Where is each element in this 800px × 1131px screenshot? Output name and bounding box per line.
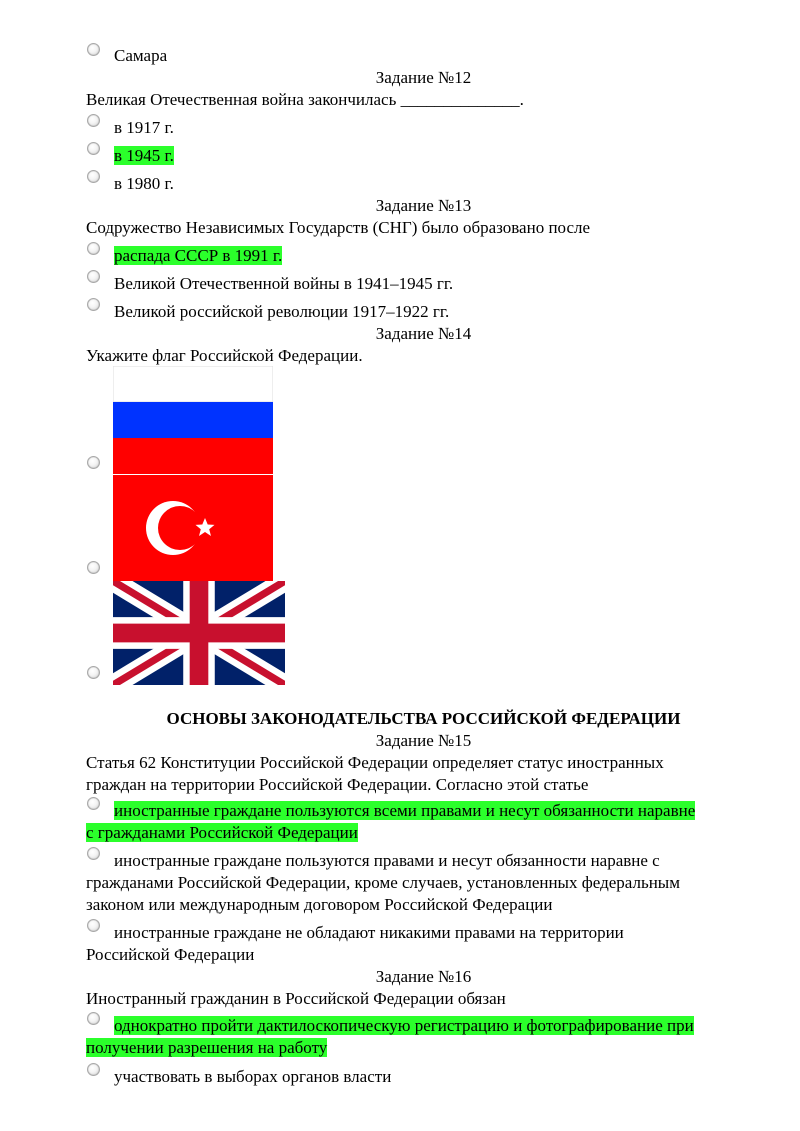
option-label: в 1917 г.: [114, 118, 174, 137]
radio-button[interactable]: [87, 270, 100, 283]
option-label: иностранные граждане не обладают никакими правами на территории: [114, 923, 624, 942]
option-label: Великой российской революции 1917–1922 гг.: [114, 302, 450, 321]
radio-button[interactable]: [87, 847, 100, 860]
option-label-highlighted: распада СССР в 1991 г.: [114, 246, 283, 265]
question-text: Укажите флаг Российской Федерации.: [86, 346, 363, 365]
radio-button[interactable]: [87, 298, 100, 311]
radio-button[interactable]: [87, 919, 100, 932]
radio-button[interactable]: [87, 242, 100, 255]
united-kingdom-flag-image: [113, 581, 285, 685]
turkey-flag-image: [113, 475, 273, 581]
option-label: участвовать в выборах органов власти: [114, 1067, 392, 1086]
russia-flag-image: [113, 366, 273, 474]
question-text: Статья 62 Конституции Российской Федерации определяет статус иностранных: [86, 753, 664, 772]
option-label: законом или международным договором Российской Федерации: [86, 895, 553, 914]
question-text: Иностранный гражданин в Российской Федерации обязан: [86, 989, 506, 1008]
section-title: ОСНОВЫ ЗАКОНОДАТЕЛЬСТВА РОССИЙСКОЙ ФЕДЕРАЦИИ: [166, 709, 681, 728]
radio-button[interactable]: [87, 666, 100, 679]
option-label-highlighted: получении разрешения на работу: [86, 1038, 328, 1057]
radio-button[interactable]: [87, 142, 100, 155]
radio-button[interactable]: [87, 1063, 100, 1076]
option-label: Великой Отечественной войны в 1941–1945 гг.: [114, 274, 454, 293]
option-label: иностранные граждане пользуются правами и несут обязанности наравне с: [114, 851, 660, 870]
option-label-highlighted: однократно пройти дактилоскопическую регистрацию и фотографирование при: [114, 1016, 694, 1035]
question-text: Великая Отечественная война закончилась ______________.: [86, 90, 524, 109]
task-title: Задание №15: [375, 731, 472, 750]
task-title: Задание №13: [375, 196, 472, 215]
radio-button[interactable]: [87, 170, 100, 183]
option-label-highlighted: с гражданами Российской Федерации: [86, 823, 358, 842]
option-label-highlighted: в 1945 г.: [114, 146, 174, 165]
option-label: в 1980 г.: [114, 174, 174, 193]
question-text: граждан на территории Российской Федерации. Согласно этой статье: [86, 775, 589, 794]
radio-button[interactable]: [87, 43, 100, 56]
radio-button[interactable]: [87, 114, 100, 127]
task-title: Задание №12: [375, 68, 472, 87]
option-label: гражданами Российской Федерации, кроме случаев, установленных федеральным: [86, 873, 680, 892]
question-text: Содружество Независимых Государств (СНГ) было образовано после: [86, 218, 591, 237]
radio-button[interactable]: [87, 456, 100, 469]
option-label: Самара: [114, 46, 168, 65]
option-label: Российской Федерации: [86, 945, 255, 964]
task-title: Задание №16: [375, 967, 472, 986]
option-label-highlighted: иностранные граждане пользуются всеми правами и несут обязанности наравне: [114, 801, 696, 820]
radio-button[interactable]: [87, 561, 100, 574]
task-title: Задание №14: [375, 324, 472, 343]
